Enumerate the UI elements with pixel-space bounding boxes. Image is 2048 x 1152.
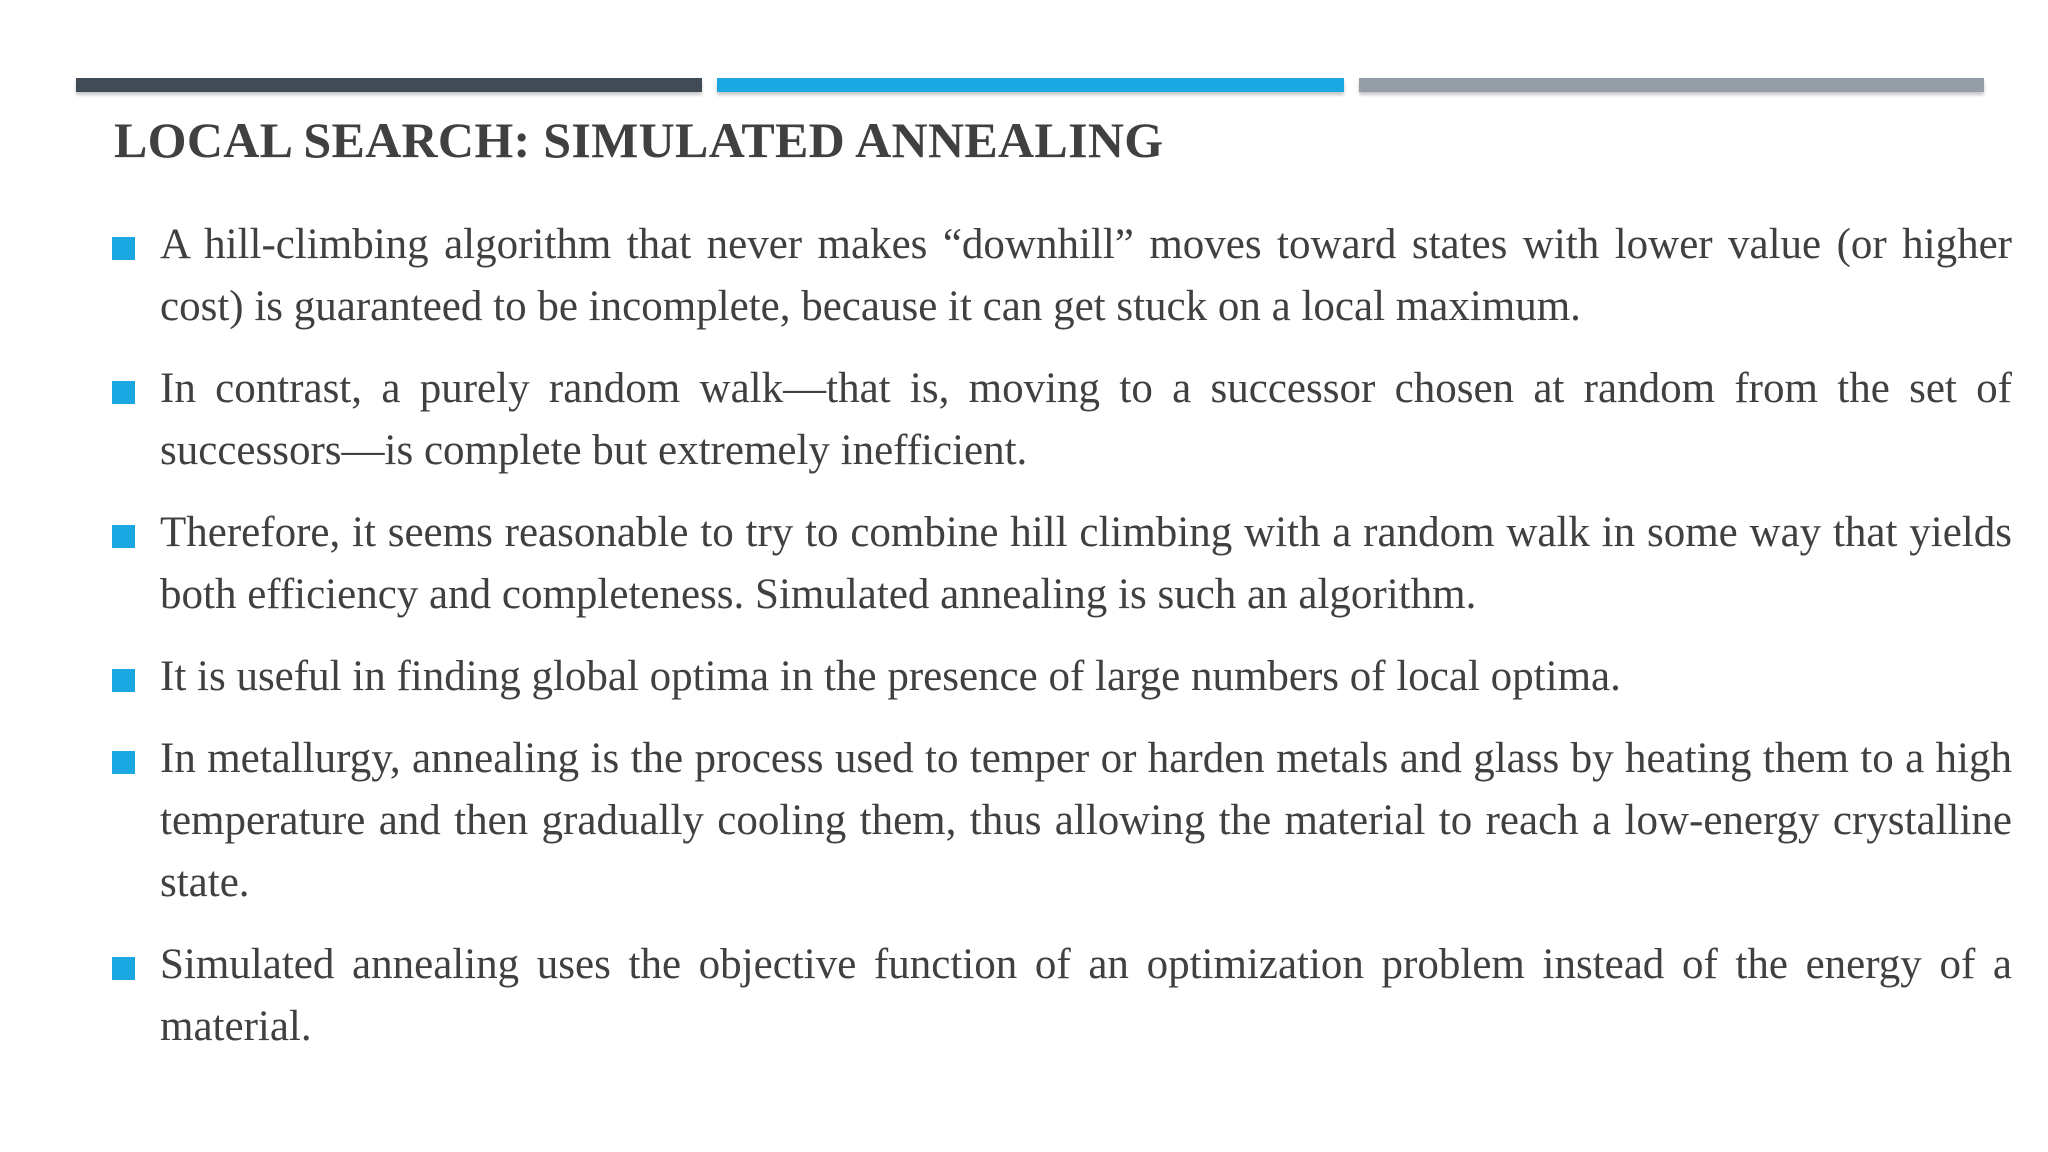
header-accent-bars (76, 78, 1996, 95)
bullet-list (112, 214, 2012, 1078)
bullet-text: A hill-climbing algorithm that never makes “downhill” moves toward states with lower value (or higher cost) is guaranteed to be incomplete, because it can get stuck on a local maximum. (160, 221, 2012, 330)
bullet-text: In metallurgy, annealing is the process used to temper or harden metals and glass by heating them to a high temperature and then gradually cooling them, thus allowing the material to reach a low-energy crystalline state. (160, 735, 2012, 906)
bullet-item (112, 502, 2012, 626)
square-bullet-icon (112, 381, 135, 404)
square-bullet-icon (112, 957, 135, 980)
accent-bar-blue (717, 78, 1344, 92)
bullet-text: Therefore, it seems reasonable to try to combine hill climbing with a random walk in some way that yields both efficiency and completeness. Simulated annealing is such an algorithm. (160, 509, 2012, 618)
accent-bar-gray (1359, 78, 1984, 92)
bullet-item (112, 728, 2012, 914)
square-bullet-icon (112, 751, 135, 774)
square-bullet-icon (112, 525, 135, 548)
bullet-text: Simulated annealing uses the objective function of an optimization problem instead of the energy of a material. (160, 941, 2012, 1050)
bullet-item (112, 934, 2012, 1058)
square-bullet-icon (112, 669, 135, 692)
accent-bar-dark (76, 78, 702, 92)
square-bullet-icon (112, 237, 135, 260)
slide-title: LOCAL SEARCH: SIMULATED ANNEALING (114, 112, 1164, 168)
bullet-item (112, 358, 2012, 482)
bullet-text: It is useful in finding global optima in the presence of large numbers of local optima. (160, 653, 1621, 700)
bullet-text: In contrast, a purely random walk—that is, moving to a successor chosen at random from the set of successors—is complete but extremely inefficient. (160, 365, 2012, 474)
bullet-item (112, 646, 2012, 708)
bullet-item (112, 214, 2012, 338)
